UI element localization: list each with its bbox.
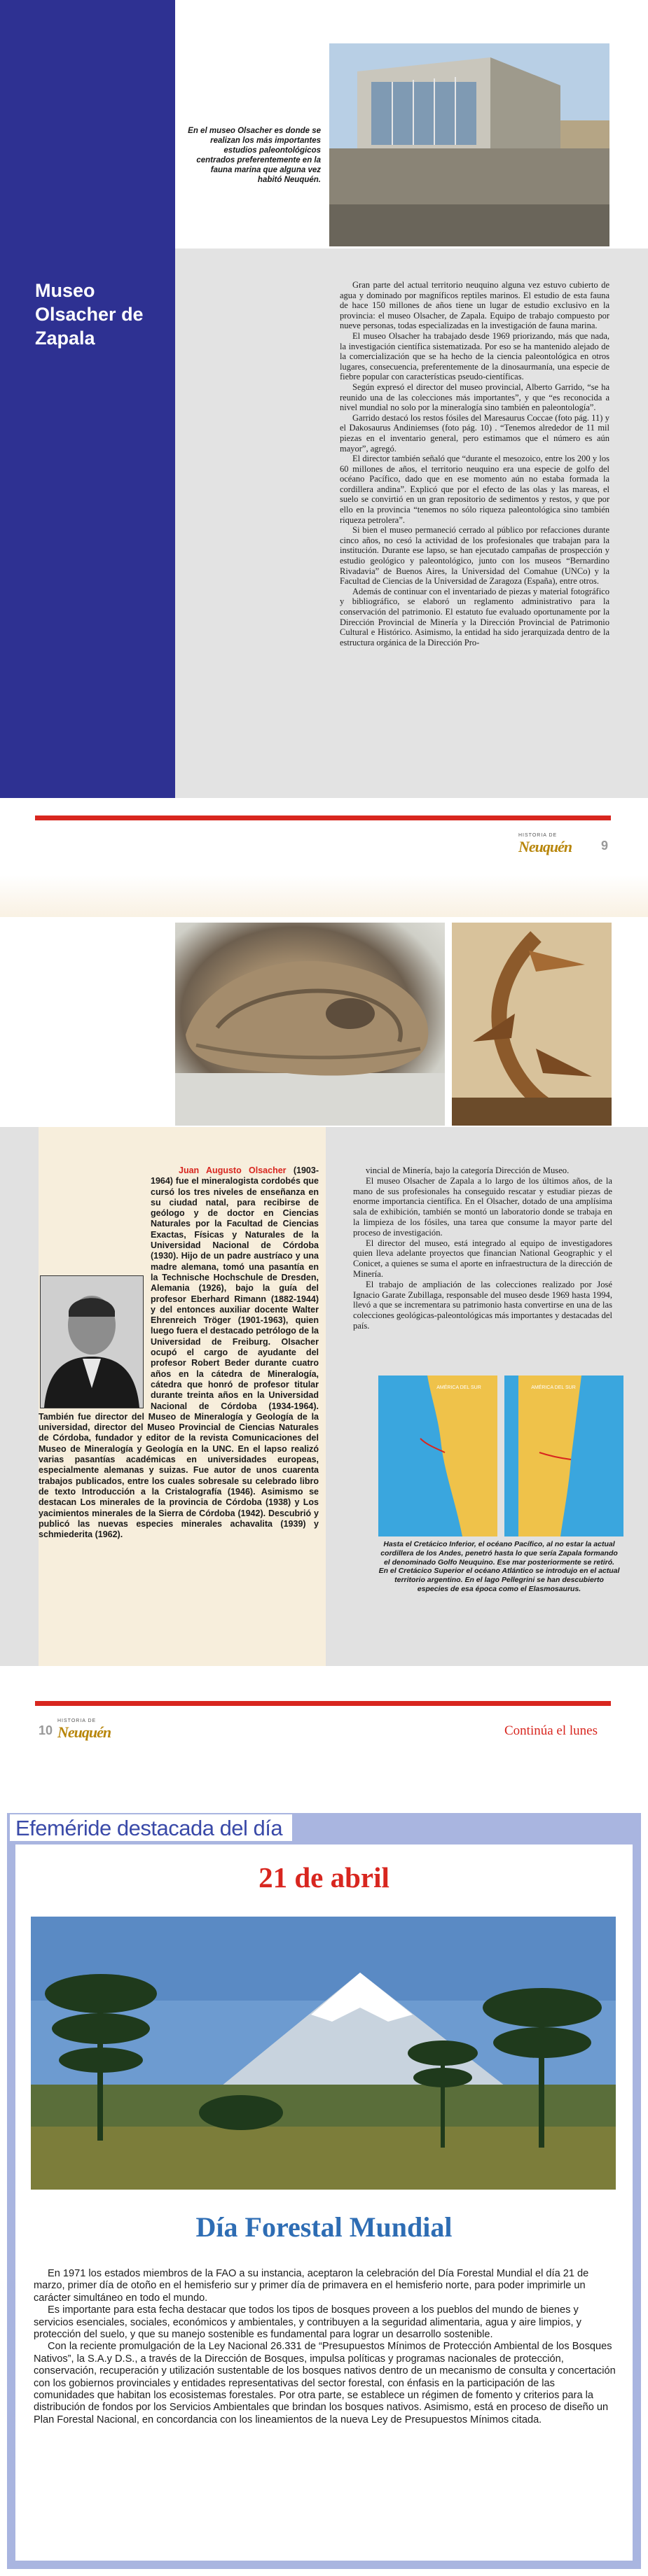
bio-name: Juan Augusto Olsacher — [179, 1166, 287, 1175]
paragraph: El museo Olsacher de Zapala a lo largo de los últimos años, de la mano de sus profesionales ha conseguido rescatar y estudiar piezas de enorme importancia científica. En el Olsacher, dotado de una amplísima sala de exhibición, también se montó un laboratorio donde se trabaja en la limpieza de los fósiles, una tarea que consume la mayor parte del proceso de investigación. — [353, 1175, 612, 1238]
efemeride-body — [34, 2268, 616, 2426]
page2-brand-logo — [57, 1718, 111, 1742]
page2-article-body — [353, 1166, 612, 1331]
paragraph: El director del museo, está integrado al equipo de investigadores quien lleva adelante proyectos que financian National Geographic y el Conicet, a quienes se suma el aporte en infraestructura de la dirección de Minería. — [353, 1238, 612, 1279]
volcano-forest-photo — [31, 1917, 616, 2190]
page1-blue-sidebar — [0, 0, 175, 798]
fossil-skull-photo — [175, 923, 445, 1126]
map-a-label: AMÉRICA DEL SUR — [436, 1385, 481, 1390]
page-number: 10 — [39, 1723, 53, 1737]
article-title: Museo Olsacher de Zapala — [35, 280, 144, 349]
paragraph: Si bien el museo permaneció cerrado al público por refacciones durante cinco años, no cesó la actividad de los profesionales que trabajan para la institución. Durante ese lapso, se han ejecutado campañas de prospección y estudio geológico y paleontológico, junto con los museos “Bernardino Rivadavia” de Buenos Aires, la Universidad del Comahue (UNCo) y la Facultad de Ciencias de la Universidad de Zaragoza (España), entre otros. — [340, 525, 609, 587]
map-caption: Hasta el Cretácico Inferior, el océano Pacífico, al no estar la actual cordillera de los Andes, penetró hasta lo que sería Zapala formando el denominado Golfo Neuquino. Ese mar posteriormente se retiró. En el Cretácico Superior el océano Atlántico se introdujo en el actual territorio argentino. En el lago Pellegrini se han descubierto especies de esa época como el Elasmosaurus. — [378, 1540, 620, 1593]
map-a-illustration — [378, 1376, 497, 1536]
fossil-skull-illustration — [175, 923, 445, 1126]
paragraph: El museo Olsacher ha trabajado desde 1969 priorizando, más que nada, la investigación científica sistematizada. Por eso se ha mantenido alejado de la comercialización que se ha hecho de la ciencia paleontológica en otros lugares, consecuencia, preferentemente de la dinosaurmanía, una especie de fiebre popular con características pseudo-científicas. — [340, 330, 609, 382]
bio-text: (1903-1964) fue el mineralogista cordobés que cursó los tres niveles de enseñanza en su ciudad natal, para recibirse de geólogo y de doctor en Ciencias Naturales por la Facultad de Ciencias Exactas, Físicas y Naturales de la Universidad Nacional de Córdoba (1930). Hijo de un padre austríaco y una madre alemana, tomó una pasantía en la Technische Hochschule de Dresden, Alemania (1926), bajo la guía del profesor Eberhard Rimann (1882-1944) y del entonces auxiliar docente Walter Ehrenreich Tröger (1901-1963), quien luego fuera el destacado petrólogo de la Universidad de Freiburg. Olsacher ocupó el cargo de ayudante del profesor Robert Beder durante cuatro años en la cátedra de Mineralogía, cátedra que honró de profesor titular durante treinta años en la Universidad Nacional de Córdoba (1934-1964). También fue director del Museo de Mineralogía y Geología de la universidad, director del Museo Provincial de Ciencias Naturales de Córdoba, fundador y editor de la revista Comunicaciones del Museo de Mineralogía y Geología en la UNC. En el lapso realizó varias pasantías académicas en universidades europeas, especialmente alemanas y suizas. Fue autor de unos cuarenta trabajos publicados, entre los cuales sobresale su celebrado libro de texto Introducción a la Cristalografía (1946). Asimismo se destacan Los minerales de la provincia de Córdoba (1938) y Los yacimientos minerales de la Sierra de Córdoba (1942). Descubrió y publicó las nuevas especies minerales achavalita (1939) y schmiederita (1962). — [39, 1166, 319, 1540]
page1-article-body — [340, 280, 609, 648]
brand-label: Neuquén — [57, 1723, 111, 1741]
portrait-illustration — [41, 1276, 143, 1408]
paragraph: Según expresó el director del museo provincial, Alberto Garrido, “se ha reunido una de las colecciones más importantes”, y que “es reconocida a nivel mundial no solo por la mineralogía sino también en paleontología”. — [340, 382, 609, 413]
efemeride-date: 21 de abril — [258, 1861, 390, 1893]
marine-reptile-drawing — [452, 923, 612, 1126]
map-b-label: AMÉRICA DEL SUR — [531, 1385, 576, 1390]
efemeride-title: Día Forestal Mundial — [195, 2211, 453, 2243]
continues-notice: Continúa el lunes — [504, 1723, 598, 1738]
paragraph: El trabajo de ampliación de las colecciones realizado por José Ignacio Garate Zubillaga, responsable del museo desde 1969 hasta 1994, llevó a que se incrementara su patrimonio hasta convertirse en una de las colecciones geológicas-paleontológicas más importantes y destacadas del país. — [353, 1279, 612, 1331]
map-cretaceous-superior — [504, 1376, 623, 1536]
paragraph: Además de continuar con el inventariado de piezas y material fotográfico y bibliográfico, se elaboró un reglamento administrativo para la conservación del patrimonio. El estatuto fue evaluado oportunamente por la Dirección Provincial de Minería y la Dirección Provincial de Patrimonio Cultural e Histórico. Asimismo, la entidad ha sido jerarquizada dentro de la estructura orgánica de la Dirección Pro- — [340, 586, 609, 648]
paragraph: Con la reciente promulgación de la Ley Nacional 26.331 de “Presupuestos Mínimos de Protección Ambiental de los Bosques Nativos”, la S.A.y D.S., a través de la Dirección de Bosques, impulsa políticas y programas nacionales de protección, conservación, recuperación y utilización sustentable de los bosques nativos dentro de un mecanismo de consulta y concertación con los gobiernos provinciales y entidades representativas del sector forestal, con énfasis en la participación de las comunidades que habitan los ecosistemas forestales. Por otra parte, se establece un régimen de fomento y criterios para la distribución de fondos por los Servicios Ambientales que brindan los bosques nativos. Asimismo, está en proceso de diseño un Plan Forestal Nacional, en concordancia con los lineamientos de la nueva Ley de Presupuestos Mínimos citada. — [34, 2341, 616, 2426]
map-cretaceous-inferior — [378, 1376, 497, 1536]
marine-reptile-illustration — [452, 923, 612, 1126]
museum-building-photo — [329, 43, 609, 246]
brand-small-label: HISTORIA DE — [57, 1718, 97, 1723]
paragraph: Es importante para esta fecha destacar que todos los tipos de bosques proveen a los pueblos del mundo de bienes y servicios esenciales, sociales, económicos y ambientales, y contribuyen a la seguridad alimentaria, agua y aire limpios, y protección del suelo, y que su manejo sostenible es fundamental para lograr un desarrollo sostenible. — [34, 2304, 581, 2341]
brand-small-label: HISTORIA DE — [518, 833, 558, 838]
paragraph: En 1971 los estados miembros de la FAO a su instancia, aceptaron la celebración del Día Forestal Mundial el día 21 de marzo, primer día de otoño en el hemisferio sur y primer día de primavera en el hemisferio norte, para poder imprimirle un carácter simultáneo en todo el mundo. — [34, 2268, 589, 2304]
olsacher-portrait-photo — [40, 1275, 144, 1408]
map-b-illustration — [504, 1376, 623, 1536]
page2-top-fade — [0, 875, 648, 917]
efemeride-heading: Efeméride destacada del día — [10, 1814, 292, 1841]
page2-footer-rule — [35, 1701, 611, 1706]
brand-label: Neuquén — [518, 838, 572, 855]
paragraph: Garrido destacó los restos fósiles del Maresaurus Coccae (foto pág. 11) y el Dakosaurus Andiniemses (foto pág. 10) . “Tenemos alrededor de 11 mil piezas en el inventario general, pero estimamos que el número es aún mayor”, agregó. — [340, 412, 609, 454]
page1-brand-logo — [518, 833, 572, 856]
museum-building-illustration — [329, 43, 609, 246]
museum-photo-caption: En el museo Olsacher es donde se realizan los más importantes estudios paleontológicos centrados preferentemente en la fauna marina que alguna vez habitó Neuquén. — [188, 127, 321, 184]
page1-footer-rule — [35, 816, 611, 820]
paragraph: El director también señaló que “durante el mesozoico, entre los 200 y los 60 millones de años, el territorio neuquino era una especie de golfo del océano Pacífico, dado que en ese momento aún no estaba formada la cordillera andina”. Explicó que por el efecto de las olas y las mareas, el suelo se convirtió en un gran repositorio de sedimentos y restos, y que por ello en la provincia “tenemos no sólo riqueza paleontológica sino también riqueza petrolera”. — [340, 454, 609, 525]
page-number: 9 — [601, 839, 609, 853]
volcano-forest-illustration — [31, 1917, 616, 2190]
paragraph: Gran parte del actual territorio neuquino alguna vez estuvo cubierto de agua y dominado por magníficos reptiles marinos. El estudio de esta fauna de hace 150 millones de años tiene un lugar de estudio exclusivo en la provincia: el museo Olsacher, de Zapala. Equipo de trabajo compuesto por nueve personas, todas especializadas en la investigación de fauna marina. — [340, 280, 609, 331]
paragraph: vincial de Minería, bajo la categoría Dirección de Museo. — [366, 1166, 570, 1175]
